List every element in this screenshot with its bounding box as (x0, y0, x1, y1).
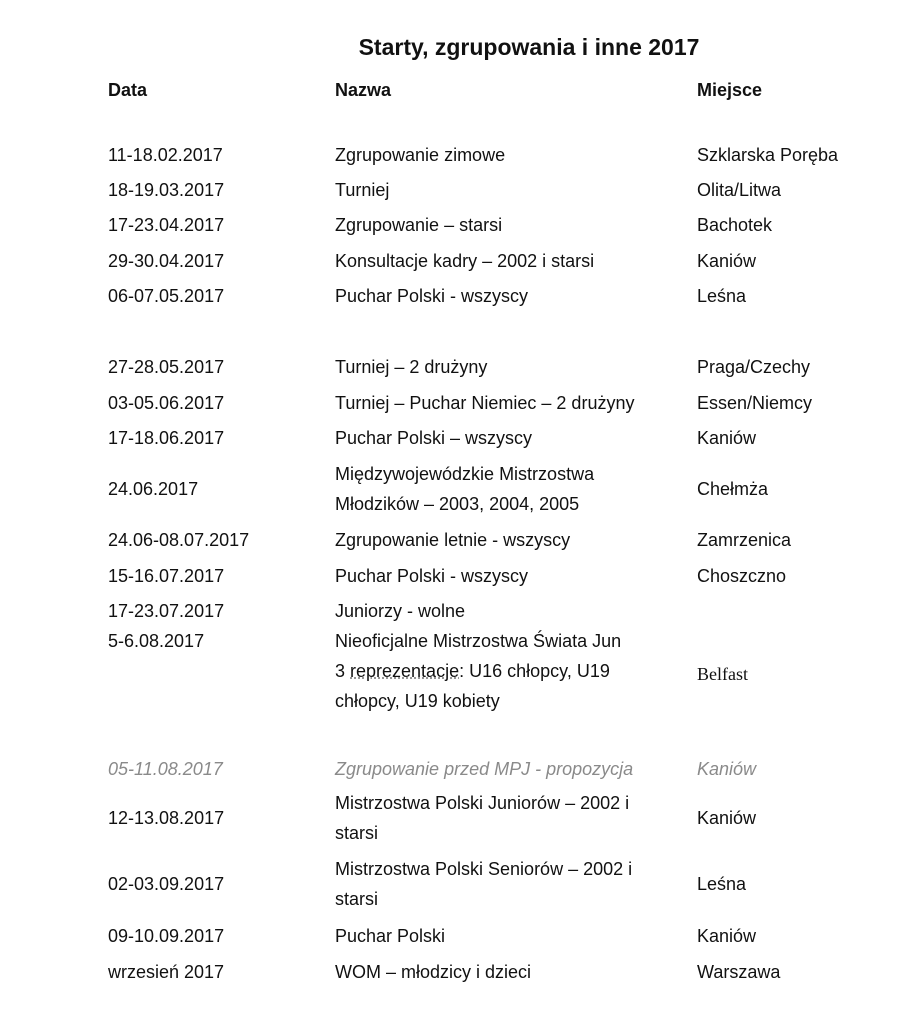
row-place: Praga/Czechy (697, 357, 811, 377)
row-date: 17-23.07.2017 (108, 601, 225, 621)
row-name: Turniej – Puchar Niemiec – 2 drużyny (335, 393, 635, 413)
row-name: WOM – młodzicy i dzieci (335, 962, 532, 982)
row-name: Zgrupowanie letnie - wszyscy (335, 530, 571, 550)
row-name-line: Młodzików – 2003, 2004, 2005 (335, 494, 580, 514)
row-name-fragment: : U16 chłopcy, U19 (459, 661, 610, 681)
row-place: Essen/Niemcy (697, 393, 813, 413)
row-date: 29-30.04.2017 (108, 251, 225, 271)
row-date: 09-10.09.2017 (108, 926, 225, 946)
row-date: 18-19.03.2017 (108, 180, 225, 200)
row-place: Belfast (697, 664, 748, 684)
row-name (335, 459, 680, 519)
row-place: Leśna (697, 286, 747, 306)
row-date: 03-05.06.2017 (108, 393, 225, 413)
row-place: Chełmża (697, 479, 769, 499)
row-place: Kaniów (697, 808, 757, 828)
page-title: Starty, zgrupowania i inne 2017 (358, 34, 700, 60)
row-place: Choszczno (697, 566, 787, 586)
row-place: Leśna (697, 874, 747, 894)
row-place: Szklarska Poręba (697, 145, 839, 165)
row-name: Puchar Polski - wszyscy (335, 566, 529, 586)
row-date: 11-18.02.2017 (108, 145, 223, 165)
row-date: 5-6.08.2017 (108, 631, 205, 651)
row-name: Juniorzy - wolne (335, 601, 466, 621)
row-date: 17-23.04.2017 (108, 215, 225, 235)
row-date: 06-07.05.2017 (108, 286, 225, 306)
row-name-line (335, 656, 680, 686)
row-date: 24.06.2017 (108, 479, 199, 499)
row-place: Bachotek (697, 215, 773, 235)
row-name (335, 626, 680, 716)
row-date: 17-18.06.2017 (108, 428, 225, 448)
row-name: Turniej – 2 drużyny (335, 357, 488, 377)
row-name: Zgrupowanie zimowe (335, 145, 506, 165)
row-place: Kaniów (697, 926, 757, 946)
row-name-line: starsi (335, 823, 379, 843)
row-date: 12-13.08.2017 (108, 808, 225, 828)
spellcheck-underlined-word: reprezentacje (350, 661, 460, 681)
row-place: Warszawa (697, 962, 781, 982)
row-name (335, 788, 680, 848)
row-name-line: Mistrzostwa Polski Seniorów – 2002 i (335, 859, 633, 879)
header-place: Miejsce (697, 80, 763, 100)
row-place: Kaniów (697, 251, 757, 271)
row-date: 05-11.08.2017 (108, 759, 223, 779)
row-name-line: Nieoficjalne Mistrzostwa Świata Jun (335, 631, 622, 651)
row-place: Olita/Litwa (697, 180, 782, 200)
row-date: 15-16.07.2017 (108, 566, 225, 586)
row-name: Turniej (335, 180, 390, 200)
row-place: Zamrzenica (697, 530, 792, 550)
row-name-line: starsi (335, 889, 379, 909)
header-name: Nazwa (335, 80, 392, 100)
row-name (335, 854, 680, 914)
row-name-line: Mistrzostwa Polski Juniorów – 2002 i (335, 793, 630, 813)
row-date: 27-28.05.2017 (108, 357, 225, 377)
row-name: Puchar Polski – wszyscy (335, 428, 533, 448)
row-date: 24.06-08.07.2017 (108, 530, 250, 550)
row-name-line: Międzywojewódzkie Mistrzostwa (335, 464, 595, 484)
row-name-line: chłopcy, U19 kobiety (335, 691, 500, 711)
header-date: Data (108, 80, 148, 100)
row-name: Konsultacje kadry – 2002 i starsi (335, 251, 595, 271)
row-date: wrzesień 2017 (108, 962, 225, 982)
row-name: Puchar Polski (335, 926, 446, 946)
row-name-fragment: 3 (335, 661, 351, 681)
row-name: Puchar Polski - wszyscy (335, 286, 529, 306)
row-date: 02-03.09.2017 (108, 874, 225, 894)
row-name: Zgrupowanie przed MPJ - propozycja (335, 759, 634, 779)
row-place: Kaniów (697, 759, 757, 779)
row-place: Kaniów (697, 428, 757, 448)
row-name: Zgrupowanie – starsi (335, 215, 503, 235)
